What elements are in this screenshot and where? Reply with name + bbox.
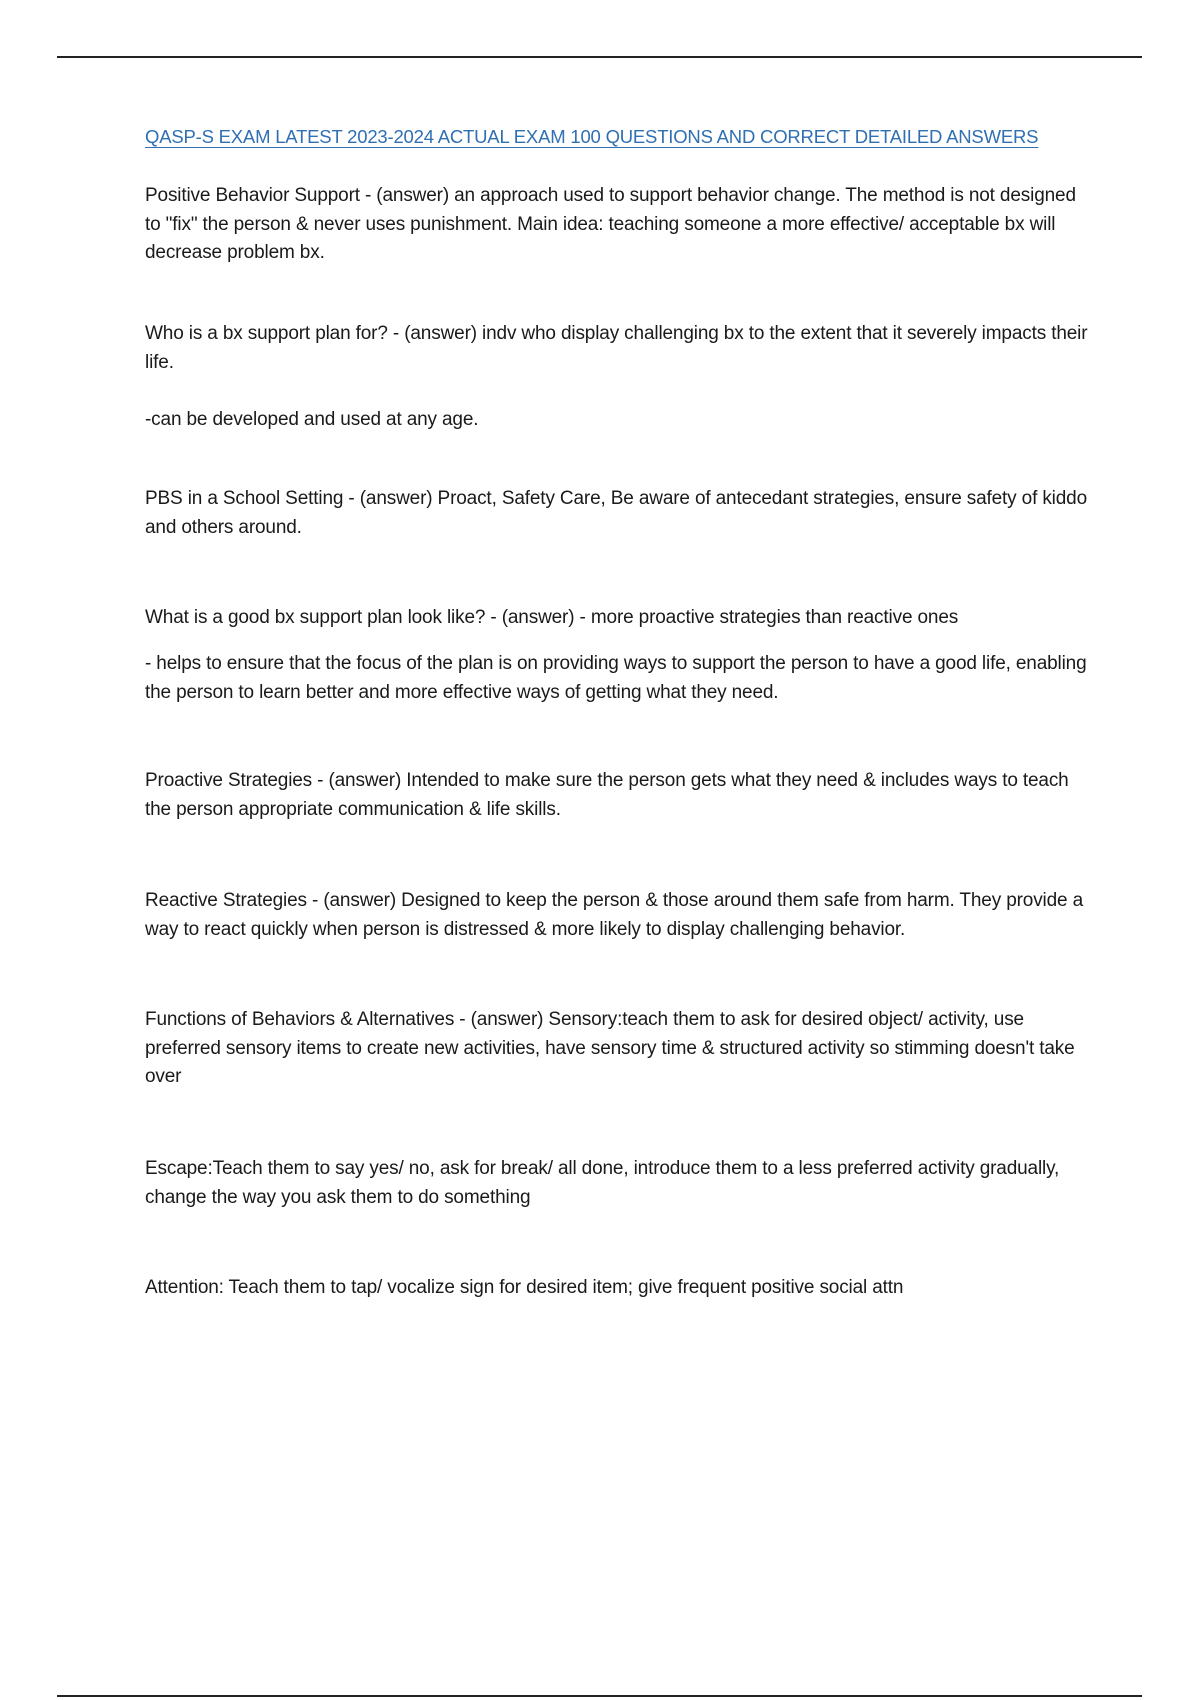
header-rule	[57, 56, 1142, 58]
qa-good-bx-support-plan-detail: - helps to ensure that the focus of the plan is on providing ways to support the person to have a good life, enabling the person to learn better and more effective ways of getting what they need.	[145, 653, 1087, 703]
qa-bx-support-plan-for: Who is a bx support plan for? - (answer) indv who display challenging bx to the extent that it severely impacts their life.	[145, 323, 1088, 373]
qa-pbs-school-setting: PBS in a School Setting - (answer) Proact, Safety Care, Be aware of antecedant strategies, ensure safety of kiddo and others around.	[145, 488, 1088, 538]
qa-proactive-strategies: Proactive Strategies - (answer) Intended to make sure the person gets what they need & includes ways to teach the person appropriate communication & life skills.	[145, 770, 1069, 820]
footer-rule	[57, 1695, 1142, 1697]
qa-attention-alternative: Attention: Teach them to tap/ vocalize sign for desired item; give frequent positive social attn	[145, 1277, 904, 1298]
qa-functions-of-behaviors: Functions of Behaviors & Alternatives - (answer) Sensory:teach them to ask for desired object/ activity, use preferred sensory items to create new activities, have sensory time & structured activity so stimming doesn't take over	[145, 1009, 1075, 1087]
document-title-link[interactable]: QASP-S EXAM LATEST 2023-2024 ACTUAL EXAM 100 QUESTIONS AND CORRECT DETAILED ANSWERS	[145, 126, 1039, 147]
document-body	[145, 126, 1090, 1298]
qa-bx-support-plan-age-note: -can be developed and used at any age.	[145, 409, 479, 430]
qa-positive-behavior-support: Positive Behavior Support - (answer) an approach used to support behavior change. The method is not designed to "fix" the person & never uses punishment. Main idea: teaching someone a more effective/ acceptable bx will decrease problem bx.	[145, 185, 1076, 263]
qa-reactive-strategies: Reactive Strategies - (answer) Designed to keep the person & those around them safe from harm. They provide a way to react quickly when person is distressed & more likely to display challenging behavior.	[145, 890, 1084, 940]
qa-escape-alternative: Escape:Teach them to say yes/ no, ask for break/ all done, introduce them to a less preferred activity gradually, change the way you ask them to do something	[145, 1158, 1060, 1208]
qa-good-bx-support-plan: What is a good bx support plan look like? - (answer) - more proactive strategies than reactive ones	[145, 607, 959, 628]
